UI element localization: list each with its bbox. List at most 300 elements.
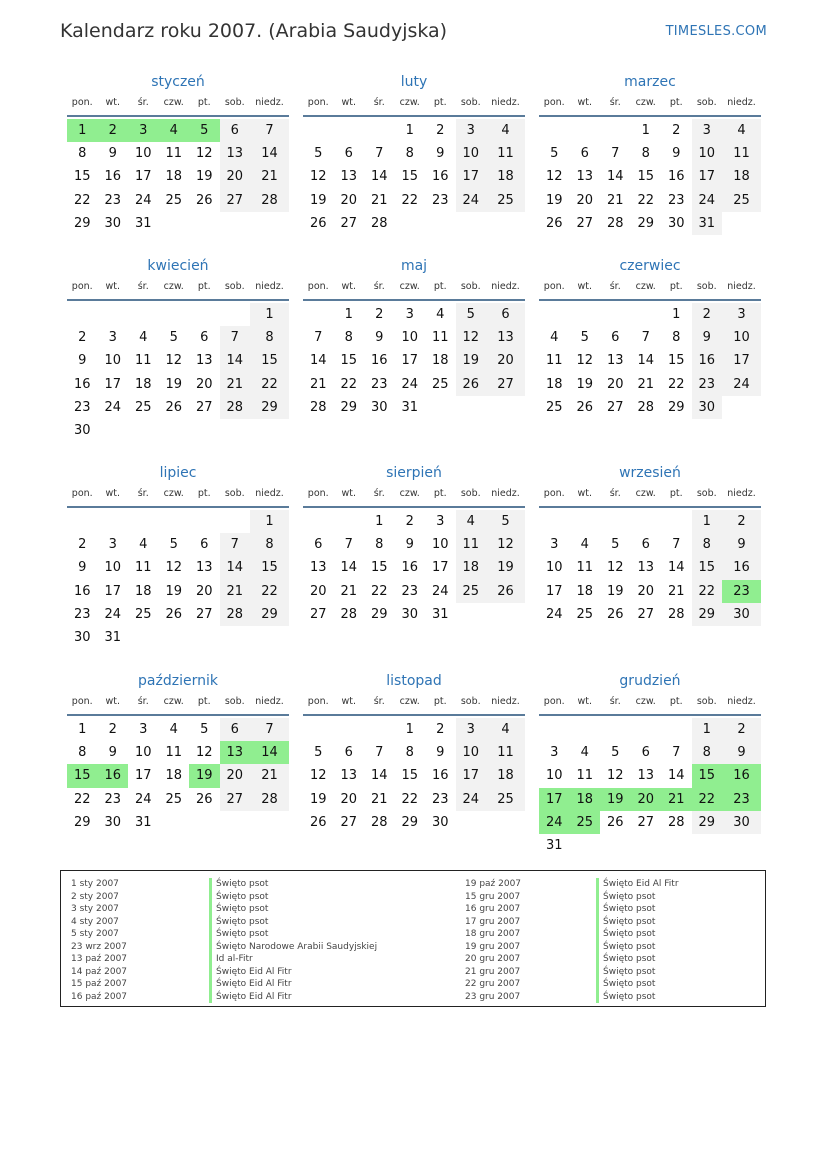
day-cell: 20: [486, 349, 525, 372]
weekday-header: [67, 279, 289, 301]
day-cell: 18: [722, 165, 761, 188]
weekday-label: pt.: [197, 97, 211, 108]
day-cell: 12: [576, 353, 594, 369]
day-cell: 29: [667, 399, 685, 415]
day-cell: 4: [486, 718, 525, 741]
weekday-label: czw.: [163, 281, 184, 292]
day-cell: 24: [456, 189, 487, 212]
day-cell: 1: [67, 119, 98, 142]
day-cell: 13: [486, 326, 525, 349]
weekday-label: czw.: [399, 488, 420, 499]
day-cell: 16: [667, 169, 685, 185]
day-cell: 22: [250, 580, 289, 603]
weekday-label: pt.: [433, 488, 447, 499]
day-cell: 9: [108, 745, 117, 761]
day-cell: 25: [134, 399, 152, 415]
day-cell: 1: [250, 303, 289, 326]
day-cell: 13: [576, 169, 594, 185]
legend-date: 20 gru 2007: [465, 954, 521, 964]
day-cell: 6: [314, 537, 323, 553]
day-cell: 8: [692, 741, 723, 764]
weekday-label: sob.: [460, 281, 481, 292]
day-cell: 14: [637, 353, 655, 369]
day-cell: 2: [98, 119, 129, 142]
day-cell: 18: [570, 788, 601, 811]
empty-cell: [539, 718, 570, 741]
empty-cell: [303, 718, 334, 741]
day-cell: 14: [667, 768, 685, 784]
day-cell: 8: [78, 745, 87, 761]
weekday-label: pon.: [543, 281, 565, 292]
day-cell: 17: [545, 583, 563, 599]
weekday-label: czw.: [399, 696, 420, 707]
day-cell: 9: [375, 330, 384, 346]
legend-date: 13 paź 2007: [71, 954, 128, 964]
day-cell: 15: [401, 768, 419, 784]
day-cell: 18: [545, 376, 563, 392]
day-cell: 7: [220, 533, 251, 556]
legend-date: 17 gru 2007: [465, 916, 521, 927]
day-grid: [67, 119, 289, 235]
day-cell: 9: [672, 146, 681, 162]
day-cell: 11: [486, 142, 525, 165]
day-cell: 10: [104, 560, 122, 576]
day-cell: 17: [692, 165, 723, 188]
day-cell: 12: [309, 169, 327, 185]
day-cell: 12: [545, 169, 563, 185]
legend-holiday-name: Święto psot: [596, 991, 679, 1004]
day-cell: 22: [637, 192, 655, 208]
day-cell: 2: [78, 330, 87, 346]
weekday-label: śr.: [609, 281, 621, 292]
day-cell: 3: [108, 537, 117, 553]
weekday-label: wt.: [577, 97, 592, 108]
weekday-header: [303, 95, 525, 117]
day-cell: 19: [545, 192, 563, 208]
weekday-header: [67, 694, 289, 716]
month-name: listopad: [386, 673, 442, 689]
weekday-label: niedz.: [255, 97, 284, 108]
day-cell: 8: [672, 330, 681, 346]
day-cell: 19: [309, 791, 327, 807]
month-block: [539, 464, 761, 626]
brand-link[interactable]: TIMESLES.COM: [665, 24, 767, 39]
day-cell: 12: [606, 768, 624, 784]
weekday-label: pon.: [307, 281, 329, 292]
day-cell: 28: [250, 788, 289, 811]
day-cell: 17: [104, 583, 122, 599]
day-cell: 7: [250, 718, 289, 741]
weekday-label: niedz.: [491, 696, 520, 707]
day-cell: 21: [667, 583, 685, 599]
day-cell: 6: [200, 330, 209, 346]
empty-cell: [570, 510, 601, 533]
legend-holiday-name: Święto Eid Al Fitr: [209, 978, 377, 991]
month-block: [67, 73, 289, 235]
day-cell: 30: [104, 215, 122, 231]
day-cell: 6: [611, 330, 620, 346]
day-cell: 21: [309, 376, 327, 392]
weekday-label: niedz.: [727, 281, 756, 292]
legend-left-names: [209, 878, 377, 1003]
weekday-header: [539, 279, 761, 301]
weekday-label: czw.: [635, 281, 656, 292]
day-cell: 15: [370, 560, 388, 576]
day-cell: 18: [486, 165, 525, 188]
weekday-label: śr.: [137, 488, 149, 499]
empty-cell: [303, 510, 334, 533]
empty-cell: [67, 510, 98, 533]
day-cell: 3: [550, 537, 559, 553]
empty-cell: [661, 718, 692, 741]
day-cell: 29: [340, 399, 358, 415]
day-cell: 7: [375, 146, 384, 162]
day-cell: 5: [314, 745, 323, 761]
day-cell: 1: [405, 722, 414, 737]
day-cell: 9: [436, 146, 445, 162]
day-cell: 23: [104, 791, 122, 807]
day-cell: 1: [692, 718, 723, 741]
day-cell: 5: [611, 745, 620, 761]
day-cell: 7: [375, 745, 384, 761]
empty-cell: [334, 718, 365, 741]
day-cell: 9: [722, 533, 761, 556]
day-cell: 17: [722, 349, 761, 372]
day-cell: 20: [637, 583, 655, 599]
day-cell: 21: [370, 192, 388, 208]
weekday-label: sob.: [696, 281, 717, 292]
day-cell: 14: [250, 741, 289, 764]
month-name: lipiec: [159, 465, 197, 481]
legend-holiday-name: Święto psot: [596, 916, 679, 929]
day-cell: 12: [165, 353, 183, 369]
day-cell: 25: [570, 811, 601, 834]
empty-cell: [600, 510, 631, 533]
day-cell: 10: [104, 353, 122, 369]
month-name: czerwiec: [619, 258, 681, 274]
day-cell: 11: [134, 353, 152, 369]
empty-cell: [98, 303, 129, 326]
day-cell: 21: [220, 580, 251, 603]
day-cell: 24: [401, 376, 419, 392]
day-cell: 20: [220, 165, 251, 188]
day-cell: 5: [169, 537, 178, 553]
day-cell: 31: [134, 215, 152, 231]
day-cell: 12: [309, 768, 327, 784]
empty-cell: [159, 510, 190, 533]
weekday-label: pt.: [669, 281, 683, 292]
day-cell: 29: [401, 814, 419, 830]
day-cell: 24: [692, 189, 723, 212]
day-cell: 26: [195, 791, 213, 807]
day-cell: 17: [456, 165, 487, 188]
weekday-label: sob.: [696, 97, 717, 108]
day-cell: 1: [405, 123, 414, 138]
legend-date: 3 sty 2007: [71, 904, 119, 914]
day-cell: 29: [73, 814, 91, 830]
day-grid: [303, 718, 525, 834]
day-cell: 31: [134, 814, 152, 830]
day-grid: [67, 718, 289, 834]
empty-cell: [364, 718, 395, 741]
day-cell: 4: [550, 330, 559, 346]
day-cell: 12: [456, 326, 487, 349]
day-cell: 9: [692, 326, 723, 349]
month-block: [67, 672, 289, 834]
day-cell: 14: [667, 560, 685, 576]
day-cell: 18: [165, 169, 183, 185]
day-cell: 25: [576, 606, 594, 622]
legend-date: 22 gru 2007: [465, 979, 521, 989]
day-cell: 26: [309, 215, 327, 231]
day-grid: [539, 510, 761, 626]
day-grid: [303, 510, 525, 626]
weekday-label: śr.: [609, 696, 621, 707]
day-cell: 26: [456, 373, 487, 396]
empty-cell: [303, 119, 334, 142]
day-cell: 13: [220, 142, 251, 165]
day-cell: 28: [309, 399, 327, 415]
day-cell: 19: [309, 192, 327, 208]
legend-holiday-name: Święto psot: [209, 878, 377, 891]
month-name: maj: [400, 258, 428, 274]
day-cell: 7: [314, 330, 323, 346]
day-cell: 4: [139, 330, 148, 346]
day-cell: 25: [431, 376, 449, 392]
weekday-label: niedz.: [491, 488, 520, 499]
day-cell: 15: [692, 764, 723, 787]
day-cell: 25: [165, 192, 183, 208]
day-cell: 3: [139, 722, 148, 737]
month-block: [303, 73, 525, 235]
day-cell: 27: [576, 215, 594, 231]
page-title: Kalendarz roku 2007. (Arabia Saudyjska): [60, 20, 448, 42]
month-block: [539, 73, 761, 235]
day-cell: 27: [309, 606, 327, 622]
day-cell: 24: [456, 788, 487, 811]
day-cell: 10: [431, 537, 449, 553]
empty-cell: [539, 510, 570, 533]
day-cell: 16: [104, 169, 122, 185]
day-cell: 16: [401, 560, 419, 576]
day-cell: 19: [195, 169, 213, 185]
day-cell: 21: [661, 788, 692, 811]
day-cell: 4: [456, 510, 487, 533]
day-cell: 28: [220, 396, 251, 419]
weekday-label: śr.: [373, 281, 385, 292]
legend-date: 16 paź 2007: [71, 991, 128, 1002]
empty-cell: [539, 119, 570, 142]
month-name: kwiecień: [147, 258, 209, 274]
day-cell: 20: [340, 791, 358, 807]
weekday-label: wt.: [577, 488, 592, 499]
day-cell: 13: [637, 768, 655, 784]
day-cell: 25: [134, 606, 152, 622]
legend-date: 5 sty 2007: [71, 929, 119, 939]
day-cell: 14: [340, 560, 358, 576]
day-cell: 18: [486, 764, 525, 787]
weekday-label: niedz.: [727, 488, 756, 499]
day-cell: 13: [340, 169, 358, 185]
day-cell: 15: [73, 169, 91, 185]
day-cell: 28: [606, 215, 624, 231]
day-cell: 19: [600, 788, 631, 811]
day-cell: 21: [370, 791, 388, 807]
day-cell: 10: [401, 330, 419, 346]
weekday-label: wt.: [105, 281, 120, 292]
weekday-label: pt.: [669, 97, 683, 108]
day-cell: 19: [189, 764, 220, 787]
day-cell: 12: [195, 146, 213, 162]
day-cell: 2: [436, 123, 445, 138]
day-cell: 16: [431, 768, 449, 784]
legend-holiday-name: Święto psot: [209, 891, 377, 904]
day-grid: [67, 510, 289, 649]
legend-holiday-name: Święto psot: [596, 928, 679, 941]
day-cell: 20: [309, 583, 327, 599]
weekday-header: [303, 279, 525, 301]
day-cell: 27: [195, 399, 213, 415]
day-cell: 15: [340, 353, 358, 369]
day-cell: 6: [486, 303, 525, 326]
day-cell: 17: [401, 353, 419, 369]
weekday-label: pt.: [433, 97, 447, 108]
empty-cell: [631, 718, 662, 741]
legend-holiday-name: Święto psot: [596, 891, 679, 904]
day-cell: 11: [576, 768, 594, 784]
day-cell: 4: [722, 119, 761, 142]
day-cell: 11: [545, 353, 563, 369]
day-cell: 17: [134, 768, 152, 784]
legend-holiday-name: Id al-Fitr: [209, 953, 377, 966]
day-grid: [539, 718, 761, 857]
month-name: październik: [138, 673, 218, 689]
month-block: [67, 257, 289, 442]
weekday-label: wt.: [341, 488, 356, 499]
weekday-label: czw.: [163, 488, 184, 499]
month-name: luty: [400, 74, 428, 90]
day-cell: 26: [165, 399, 183, 415]
day-grid: [539, 303, 761, 419]
day-cell: 27: [637, 606, 655, 622]
day-cell: 15: [401, 169, 419, 185]
day-cell: 3: [128, 119, 159, 142]
weekday-label: pon.: [307, 488, 329, 499]
day-cell: 5: [456, 303, 487, 326]
day-cell: 13: [195, 560, 213, 576]
weekday-label: czw.: [399, 281, 420, 292]
month-block: [539, 672, 761, 857]
day-cell: 31: [692, 212, 723, 235]
day-cell: 4: [159, 119, 190, 142]
day-cell: 6: [200, 537, 209, 553]
day-cell: 29: [692, 811, 723, 834]
weekday-label: pon.: [71, 97, 93, 108]
day-cell: 31: [545, 837, 563, 853]
weekday-label: pon.: [307, 696, 329, 707]
weekday-label: pon.: [71, 488, 93, 499]
day-cell: 11: [456, 533, 487, 556]
weekday-label: sob.: [224, 696, 245, 707]
day-cell: 5: [200, 722, 209, 737]
weekday-label: czw.: [163, 97, 184, 108]
day-cell: 28: [370, 814, 388, 830]
day-cell: 2: [722, 718, 761, 741]
empty-cell: [189, 510, 220, 533]
day-cell: 15: [250, 556, 289, 579]
empty-cell: [189, 303, 220, 326]
legend-holiday-name: Święto Narodowe Arabii Saudyjskiej: [209, 941, 377, 954]
legend-date: 23 gru 2007: [465, 991, 521, 1002]
legend-date: 4 sty 2007: [71, 916, 119, 927]
day-cell: 6: [641, 537, 650, 553]
day-cell: 20: [606, 376, 624, 392]
weekday-label: wt.: [341, 97, 356, 108]
day-cell: 2: [692, 303, 723, 326]
day-cell: 16: [73, 376, 91, 392]
day-cell: 24: [104, 606, 122, 622]
weekday-label: czw.: [399, 97, 420, 108]
day-cell: 26: [606, 814, 624, 830]
weekday-label: wt.: [577, 281, 592, 292]
day-cell: 30: [431, 814, 449, 830]
day-cell: 16: [722, 764, 761, 787]
weekday-label: czw.: [635, 696, 656, 707]
day-cell: 14: [370, 768, 388, 784]
day-cell: 3: [550, 745, 559, 761]
weekday-label: sob.: [460, 696, 481, 707]
day-cell: 15: [667, 353, 685, 369]
day-cell: 26: [545, 215, 563, 231]
day-cell: 14: [250, 142, 289, 165]
day-cell: 21: [340, 583, 358, 599]
day-cell: 4: [169, 722, 178, 737]
empty-cell: [539, 303, 570, 326]
day-cell: 5: [486, 510, 525, 533]
day-cell: 20: [220, 764, 251, 787]
day-cell: 22: [340, 376, 358, 392]
weekday-label: czw.: [163, 696, 184, 707]
day-cell: 26: [486, 580, 525, 603]
weekday-label: niedz.: [727, 97, 756, 108]
weekday-header: [67, 486, 289, 508]
weekday-label: sob.: [460, 97, 481, 108]
day-cell: 10: [134, 146, 152, 162]
day-cell: 16: [370, 353, 388, 369]
day-cell: 2: [722, 510, 761, 533]
day-cell: 31: [431, 606, 449, 622]
empty-cell: [631, 510, 662, 533]
day-cell: 26: [195, 192, 213, 208]
day-cell: 7: [250, 119, 289, 142]
day-cell: 12: [606, 560, 624, 576]
legend-holiday-name: Święto Eid Al Fitr: [209, 966, 377, 979]
day-cell: 15: [637, 169, 655, 185]
day-cell: 30: [722, 811, 761, 834]
day-cell: 29: [73, 215, 91, 231]
day-cell: 9: [78, 353, 87, 369]
day-cell: 10: [134, 745, 152, 761]
day-cell: 28: [220, 603, 251, 626]
weekday-header: [303, 486, 525, 508]
legend-holiday-name: Święto psot: [596, 953, 679, 966]
day-cell: 26: [576, 399, 594, 415]
weekday-label: pon.: [71, 281, 93, 292]
weekday-label: śr.: [373, 696, 385, 707]
day-cell: 22: [73, 791, 91, 807]
day-cell: 30: [370, 399, 388, 415]
empty-cell: [600, 303, 631, 326]
